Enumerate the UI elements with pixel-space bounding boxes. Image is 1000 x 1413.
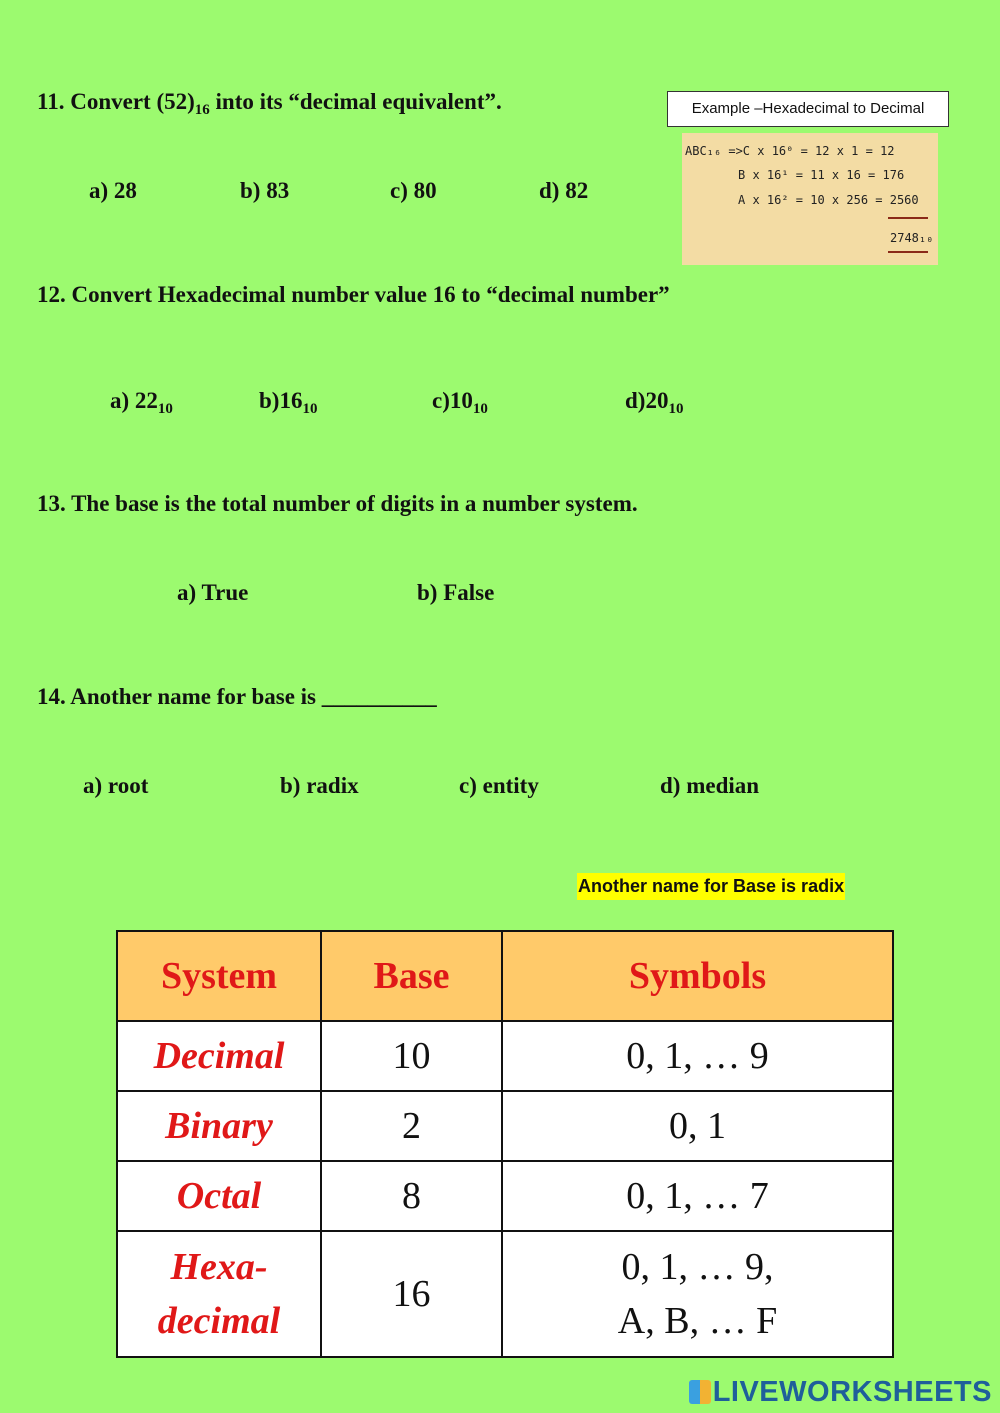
question-11 <box>37 89 502 118</box>
example-calculation <box>682 133 938 265</box>
base-value: 16 <box>321 1231 502 1357</box>
system-hexadecimal <box>117 1231 321 1357</box>
symbols-value: 0, 1 <box>502 1091 893 1161</box>
table-row <box>117 1021 893 1091</box>
symbols-value <box>502 1231 893 1357</box>
q12-option-b-label: b)16 <box>259 388 303 413</box>
brand-text: LIVEWORKSHEETS <box>712 1376 992 1408</box>
example-line-1: ABC₁₆ =>C x 16⁰ = 12 x 1 = 12 <box>685 144 895 158</box>
symbols-value: 0, 1, … 9 <box>502 1021 893 1091</box>
table-row <box>117 1161 893 1231</box>
system-decimal: Decimal <box>117 1021 321 1091</box>
q14-text: 14. Another name for base is <box>37 684 322 709</box>
q12-option-c[interactable] <box>432 388 488 417</box>
example-label: Example –Hexadecimal to Decimal <box>667 91 949 127</box>
radix-note: Another name for Base is radix <box>577 873 845 900</box>
q11-option-b[interactable]: b) 83 <box>240 178 290 203</box>
number-system-table <box>116 930 894 1358</box>
q11-prefix: 11. Convert (52) <box>37 89 195 114</box>
symbols-hexa-line1: 0, 1, … 9, <box>621 1246 774 1288</box>
q14-option-b[interactable]: b) radix <box>280 773 359 798</box>
q11-subscript: 16 <box>194 102 210 118</box>
question-12: 12. Convert Hexadecimal number value 16 to “decimal number” <box>37 282 670 307</box>
header-system: System <box>117 931 321 1021</box>
base-value: 2 <box>321 1091 502 1161</box>
symbols-value: 0, 1, … 7 <box>502 1161 893 1231</box>
q11-option-d[interactable]: d) 82 <box>539 178 589 203</box>
q12-option-d[interactable] <box>625 388 684 417</box>
symbols-hexa-line2: A, B, … F <box>617 1300 778 1342</box>
q12-option-d-label: d)20 <box>625 388 669 413</box>
q11-suffix: into its “decimal equivalent”. <box>209 89 502 114</box>
example-line-2: B x 16¹ = 11 x 16 = 176 <box>738 168 905 182</box>
q14-option-c[interactable]: c) entity <box>459 773 539 798</box>
header-base: Base <box>321 931 502 1021</box>
example-sum-rule <box>888 217 928 219</box>
q11-option-a[interactable]: a) 28 <box>89 178 137 203</box>
system-hexa-line2: decimal <box>157 1300 281 1342</box>
table-row <box>117 1231 893 1357</box>
q12-option-c-sub: 10 <box>472 401 488 417</box>
example-result: 2748₁₀ <box>890 231 934 245</box>
liveworksheets-icon <box>689 1380 711 1404</box>
base-value: 10 <box>321 1021 502 1091</box>
example-line-3: A x 16² = 10 x 256 = 2560 <box>738 193 919 207</box>
q13-option-a[interactable]: a) True <box>177 580 249 605</box>
liveworksheets-logo <box>689 1376 992 1409</box>
q12-option-a[interactable] <box>110 388 173 417</box>
q12-option-b-sub: 10 <box>302 401 318 417</box>
header-symbols: Symbols <box>502 931 893 1021</box>
q14-blank: __________ <box>321 684 437 709</box>
q12-option-d-sub: 10 <box>668 401 684 417</box>
system-hexa-line1: Hexa- <box>170 1246 268 1288</box>
q12-option-c-label: c)10 <box>432 388 473 413</box>
example-result-underline <box>888 251 928 253</box>
question-13: 13. The base is the total number of digits in a number system. <box>37 491 638 516</box>
system-binary: Binary <box>117 1091 321 1161</box>
question-14 <box>37 684 437 710</box>
q14-option-a[interactable]: a) root <box>83 773 149 798</box>
q12-option-b[interactable] <box>259 388 318 417</box>
q12-option-a-label: a) 22 <box>110 388 158 413</box>
base-value: 8 <box>321 1161 502 1231</box>
table-row <box>117 1091 893 1161</box>
table-header-row <box>117 931 893 1021</box>
q13-option-b[interactable]: b) False <box>417 580 495 605</box>
q14-option-d[interactable]: d) median <box>660 773 760 798</box>
q12-option-a-sub: 10 <box>157 401 173 417</box>
q11-option-c[interactable]: c) 80 <box>390 178 437 203</box>
system-octal: Octal <box>117 1161 321 1231</box>
